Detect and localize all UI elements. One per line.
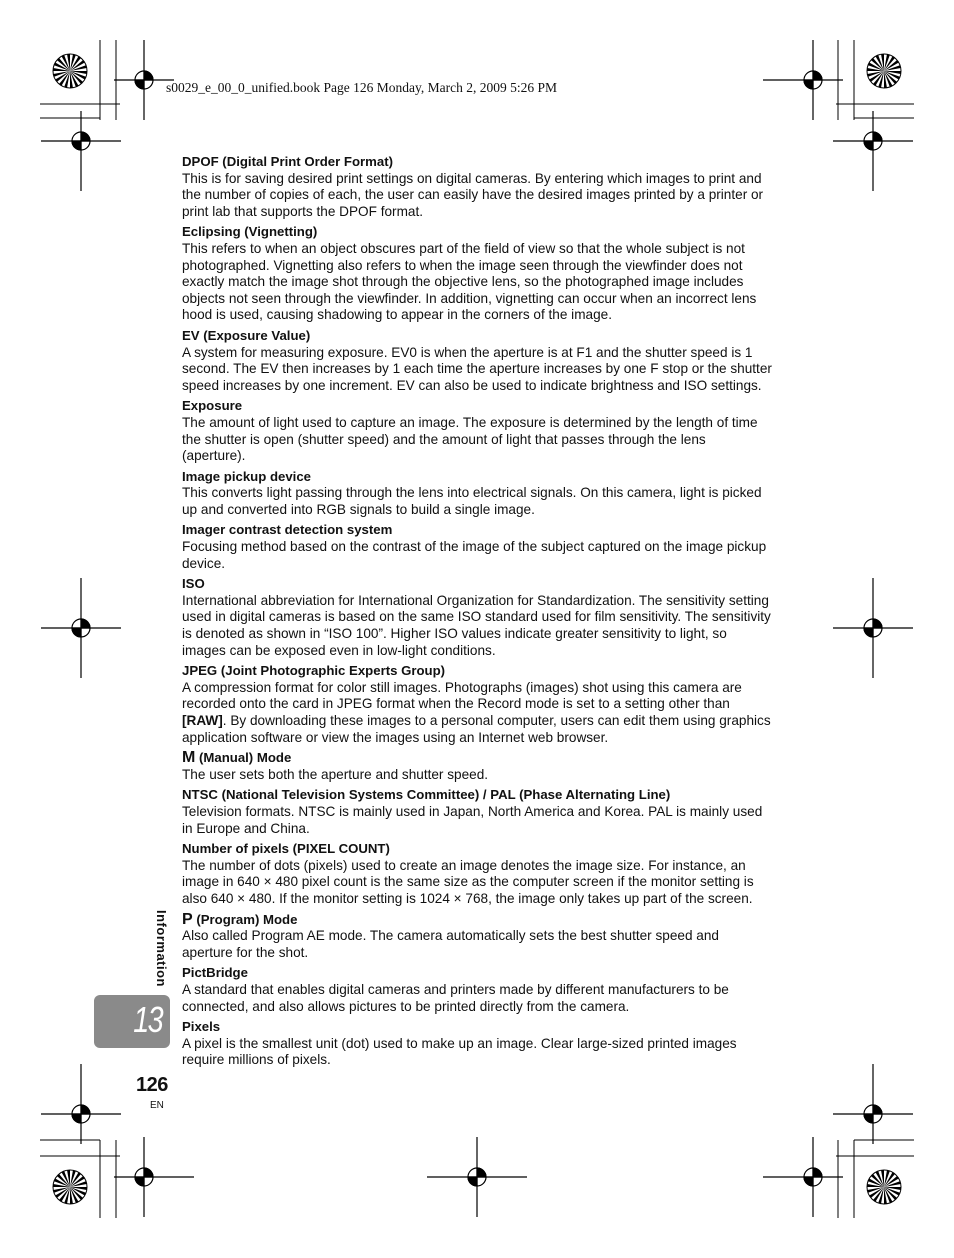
glossary-entry xyxy=(182,841,772,907)
section-label: Information xyxy=(154,910,169,987)
glossary-term-text: ISO xyxy=(182,576,205,592)
glossary-term xyxy=(182,912,772,929)
glossary-description: A system for measuring exposure. EV0 is when the aperture is at F1 and the shutter speed is 1 second. The EV then increases by 1 each time the aperture increases by one F stop or the shutter speed increases by one increment. EV can also be used to indicate brightness and ISO settings. xyxy=(182,344,772,393)
glossary-term-text: Image pickup device xyxy=(182,468,311,484)
glossary-description: The number of dots (pixels) used to create an image denotes the image size. For instance, an image in 640 × 480 pixel count is the same size as the computer screen if the monitor setting is also 640 × 480. If the monitor setting is 1024 × 768, the image only takes up part of the screen. xyxy=(182,857,754,906)
language-code: EN xyxy=(150,1100,164,1111)
glossary-entry xyxy=(182,398,772,464)
glossary-term-text: EV (Exposure Value) xyxy=(182,327,311,343)
glossary-description: Focusing method based on the contrast of the image of the subject captured on the image pickup device. xyxy=(182,539,767,571)
glossary-term xyxy=(182,224,772,241)
glossary-term xyxy=(182,841,772,858)
glossary-term xyxy=(182,154,772,171)
mode-letter-icon: M xyxy=(182,749,196,767)
glossary-entry xyxy=(182,224,772,324)
glossary-term-text: Eclipsing (Vignetting) xyxy=(182,224,318,240)
glossary-term xyxy=(182,1019,772,1036)
glossary-description: Also called Program AE mode. The camera automatically sets the best shutter speed and aperture for the shot. xyxy=(182,928,719,960)
glossary-entry xyxy=(182,965,772,1015)
glossary-term-text: NTSC (National Television Systems Committee) / PAL (Phase Alternating Line) xyxy=(182,787,671,803)
glossary-description: This converts light passing through the lens into electrical signals. On this camera, light is picked up and converted into RGB signals to build a single image. xyxy=(182,485,762,517)
glossary-term xyxy=(182,522,772,539)
description-text: . By downloading these images to a personal computer, users can edit them using graphics application software or view the images using an Internet web browser. xyxy=(182,713,771,745)
description-text: A compression format for color still images. Photographs (images) shot using this camera are recorded onto the card in JPEG format when the Record mode is set to a setting other than xyxy=(182,679,742,712)
glossary-entry xyxy=(182,787,772,837)
glossary-entry xyxy=(182,469,772,519)
glossary-term xyxy=(182,328,772,345)
glossary-term-text: Pixels xyxy=(182,1019,221,1035)
glossary-entry xyxy=(182,1019,772,1069)
glossary-description xyxy=(182,680,772,746)
mode-letter-icon: P xyxy=(182,910,193,928)
glossary-term-text: Imager contrast detection system xyxy=(182,522,393,538)
glossary-term xyxy=(182,787,772,804)
raw-setting-label: [RAW] xyxy=(182,713,223,728)
registration-wheel-icon xyxy=(867,54,901,88)
registration-wheel-icon xyxy=(867,1170,901,1204)
glossary-description: The amount of light used to capture an image. The exposure is determined by the length of time the shutter is open (shutter speed) and the amount of light that passes through the lens (aperture). xyxy=(182,414,758,464)
glossary-term-text: Exposure xyxy=(182,398,243,414)
glossary-entry xyxy=(182,750,772,783)
chapter-number: 13 xyxy=(133,999,162,1040)
glossary-term xyxy=(182,750,772,767)
glossary-term-text: DPOF (Digital Print Order Format) xyxy=(182,154,394,169)
glossary-term xyxy=(182,398,772,415)
glossary-term xyxy=(182,469,772,486)
page-number: 126 xyxy=(136,1074,168,1096)
glossary-term-text: PictBridge xyxy=(182,965,248,981)
glossary-entry xyxy=(182,912,772,962)
glossary-term-text: Number of pixels (PIXEL COUNT) xyxy=(182,841,390,857)
glossary-term-text: (Program) Mode xyxy=(192,911,298,927)
glossary-term xyxy=(182,576,772,593)
glossary-description: Television formats. NTSC is mainly used in Japan, North America and Korea. PAL is mainly used in Europe and China. xyxy=(182,803,763,836)
glossary-term xyxy=(182,965,772,982)
glossary-entry xyxy=(182,328,772,394)
glossary-entry xyxy=(182,576,772,659)
glossary-description: A pixel is the smallest unit (dot) used to make up an image. Clear large-sized printed images require millions of pixels. xyxy=(182,1035,737,1068)
glossary-description: This is for saving desired print settings on digital cameras. By entering which images to print and the number of copies of each, the user can easily have the desired images printed by a printer or print lab that supports the DPOF format. xyxy=(182,170,764,219)
glossary-term-text: JPEG (Joint Photographic Experts Group) xyxy=(182,663,446,679)
glossary-term xyxy=(182,663,772,680)
glossary-description: The user sets both the aperture and shutter speed. xyxy=(182,766,489,782)
glossary-entry xyxy=(182,522,772,572)
registration-wheel-icon xyxy=(53,1170,87,1204)
glossary-entry xyxy=(182,663,772,746)
print-header: s0029_e_00_0_unified.book Page 126 Monday, March 2, 2009 5:26 PM xyxy=(166,80,557,95)
glossary-description: This refers to when an object obscures part of the field of view so that the whole subject is not photographed. Vignetting also refers to when the image seen through the viewfinder does not exactly match the image shot through the objective lens, so the photographed image includes objects not seen through the viewfinder. In addition, vignetting can occur when an incorrect lens hood is used, causing shadowing to appear in the corners of the image. xyxy=(182,240,757,323)
glossary-description: A standard that enables digital cameras and printers made by different manufacturers to be connected, and also allows pictures to be printed directly from the camera. xyxy=(182,981,729,1014)
registration-wheel-icon xyxy=(53,54,87,88)
glossary-term-text: (Manual) Mode xyxy=(195,750,292,766)
glossary-entry xyxy=(182,154,772,220)
chapter-tab xyxy=(94,995,170,1048)
glossary-description: International abbreviation for International Organization for Standardization. The sensitivity setting used in digital cameras is based on the same ISO standard used for film sensitivity. The sensitivity is denoted as shown in “ISO 100”. Higher ISO values indicate greater sensitivity to light, so images can be exposed even in low-light conditions. xyxy=(182,592,771,658)
glossary-content xyxy=(182,154,772,1073)
